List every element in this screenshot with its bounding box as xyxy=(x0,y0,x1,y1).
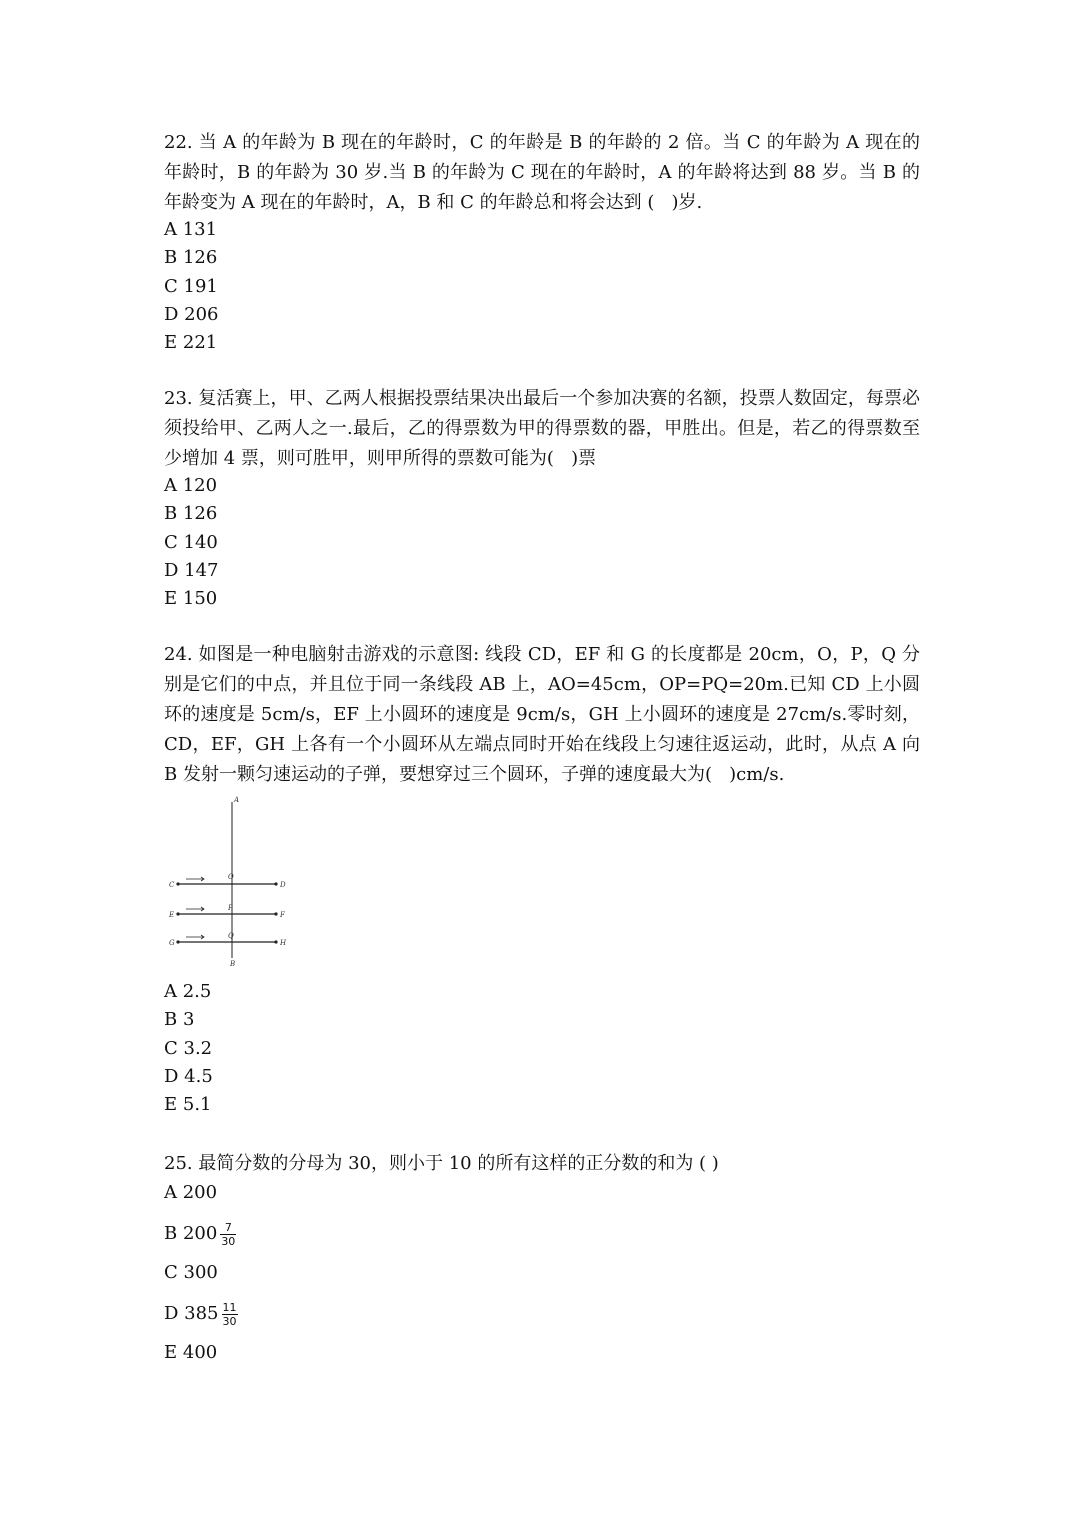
label-h: H xyxy=(280,939,287,947)
option-c: C 300 xyxy=(164,1262,218,1283)
label-p: P xyxy=(228,904,233,912)
question-stem: 24. 如图是一种电脑射击游戏的示意图: 线段 CD，EF 和 G 的长度都是 20cm，O，P，Q 分别是它们的中点，并且位于同一条线段 AB 上，AO=45cm，OP=PQ=20m.已知 CD 上小圆环的速度是 5cm/s，EF 上小圆环的速度是 9cm/s，GH 上小圆环的速度是 27cm/s.零时刻，CD，EF，GH 上各有一个小圆环从左端点同时开始在线段上匀速往返运动，此时，从点 A 向 B 发射一颗匀速运动的子弹，要想穿过三个圆环，子弹的速度最大为( )cm/s. xyxy=(164,644,920,785)
option-b xyxy=(164,1213,920,1255)
fraction xyxy=(220,1221,236,1248)
question-22 xyxy=(164,128,920,357)
option-b: B 3 xyxy=(164,1009,195,1031)
option-d: D 147 xyxy=(164,559,219,581)
shooting-game-figure xyxy=(164,796,304,968)
option-e: E 5.1 xyxy=(164,1094,212,1116)
option-b-whole: B 200 xyxy=(164,1223,218,1244)
option-d: D 206 xyxy=(164,303,219,325)
fraction-numerator: 7 xyxy=(220,1221,236,1235)
option-c: C 3.2 xyxy=(164,1037,213,1059)
label-c: C xyxy=(169,881,175,889)
option-e: E 150 xyxy=(164,588,218,610)
question-24-options xyxy=(164,978,920,1119)
label-a: A xyxy=(234,796,240,804)
label-b: B xyxy=(230,960,236,968)
option-a: A 131 xyxy=(164,219,218,240)
label-q: Q xyxy=(228,932,234,940)
question-24 xyxy=(164,640,920,790)
option-b: B 126 xyxy=(164,503,218,525)
question-stem: 22. 当 A 的年龄为 B 现在的年龄时，C 的年龄是 B 的年龄的 2 倍。当 C 的年龄为 A 现在的年龄时，B 的年龄为 30 岁.当 B 的年龄为 C 现在的年龄时，A 的年龄将达到 88 岁。当 B 的年龄变为 A 现在的年龄时，A，B 和 C 的年龄总和将会达到 ( )岁. xyxy=(164,132,920,213)
fraction xyxy=(222,1301,238,1328)
point-f xyxy=(274,912,277,915)
option-d xyxy=(164,1293,920,1335)
point-d xyxy=(274,882,277,885)
option-b: B 126 xyxy=(164,247,218,269)
label-d: D xyxy=(280,881,286,889)
question-23 xyxy=(164,384,920,613)
fraction-numerator: 11 xyxy=(222,1300,237,1314)
point-g xyxy=(176,940,179,943)
option-a: A 2.5 xyxy=(164,981,212,1002)
option-d-whole: D 385 xyxy=(164,1303,219,1325)
option-e: E 400 xyxy=(164,1342,218,1364)
fraction-denominator: 30 xyxy=(221,1234,236,1248)
option-a: A 120 xyxy=(164,475,218,496)
label-f: F xyxy=(280,911,285,919)
option-c: C 140 xyxy=(164,531,218,553)
label-g: G xyxy=(169,939,175,947)
fraction-denominator: 30 xyxy=(222,1314,237,1328)
label-e: E xyxy=(169,911,175,919)
option-c: C 191 xyxy=(164,275,218,297)
point-e xyxy=(176,912,179,915)
question-stem: 25. 最简分数的分母为 30，则小于 10 的所有这样的正分数的和为 ( ) xyxy=(164,1153,719,1174)
point-h xyxy=(274,940,277,943)
label-o: O xyxy=(228,873,234,881)
question-25 xyxy=(164,1149,920,1368)
option-d: D 4.5 xyxy=(164,1065,213,1087)
option-e: E 221 xyxy=(164,332,218,354)
question-stem: 23. 复活赛上，甲、乙两人根据投票结果决出最后一个参加决赛的名额，投票人数固定，每票必须投给甲、乙两人之一.最后，乙的得票数为甲的得票数的器，甲胜出。但是，若乙的得票数至少增加 4 票，则可胜甲，则甲所得的票数可能为( )票 xyxy=(164,388,920,469)
option-a: A 200 xyxy=(164,1182,218,1203)
point-c xyxy=(176,882,179,885)
